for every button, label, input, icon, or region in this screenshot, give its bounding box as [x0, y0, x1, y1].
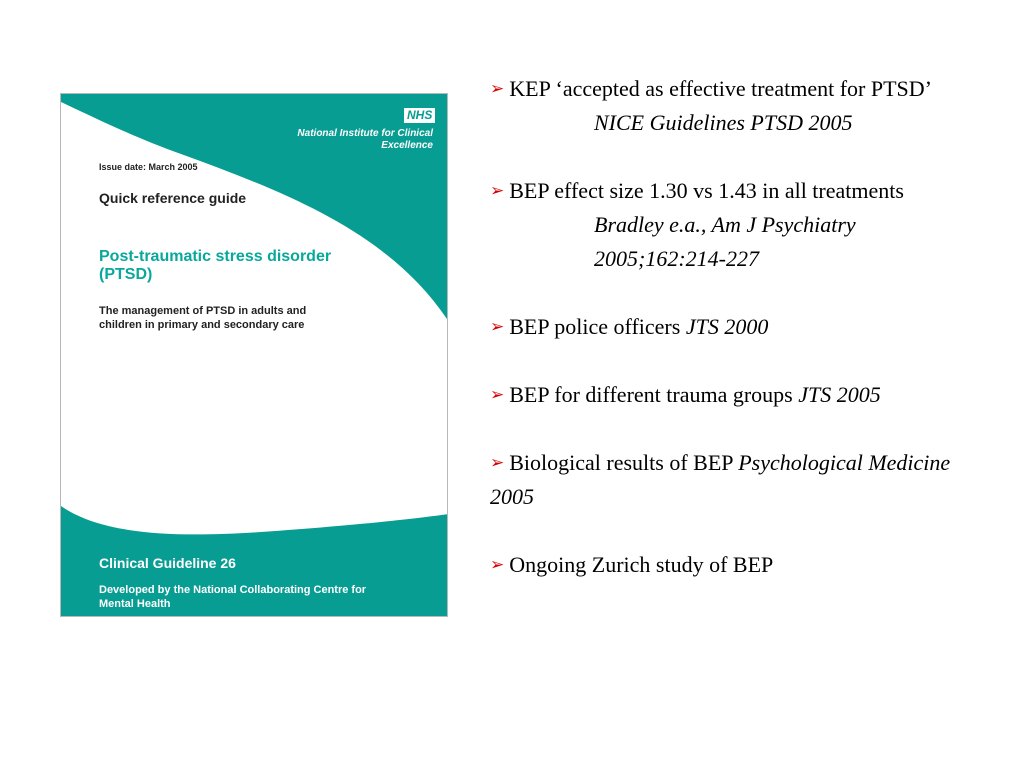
bullet-text: Ongoing Zurich study of BEP: [509, 552, 774, 577]
bullet-arrow-icon: ➢: [490, 385, 505, 405]
guideline-number: Clinical Guideline 26: [99, 555, 236, 571]
issue-date: Issue date: March 2005: [99, 162, 198, 172]
bullet-arrow-icon: ➢: [490, 181, 505, 201]
bullet-citation: NICE Guidelines PTSD 2005: [594, 110, 853, 135]
bullet-list: [490, 72, 990, 616]
nhs-logo: NHS: [404, 108, 435, 123]
guideline-cover: [60, 93, 448, 617]
bullet-arrow-icon: ➢: [490, 317, 505, 337]
document-title: Post-traumatic stress disorder (PTSD): [99, 248, 332, 283]
bullet-item: [490, 310, 990, 344]
bullet-arrow-icon: ➢: [490, 79, 505, 99]
bullet-citation-line2: 2005;162:214-227: [594, 246, 759, 271]
bullet-text: BEP for different trauma groups: [509, 382, 793, 407]
bullet-item: [490, 548, 990, 582]
document-subtitle: The management of PTSD in adults and children in primary and secondary care: [99, 305, 307, 331]
bullet-citation: JTS 2000: [685, 314, 769, 339]
bullet-item: [490, 446, 990, 514]
bullet-item: [490, 72, 990, 140]
bullet-citation: Psychological Medicine 2005: [490, 450, 951, 509]
document-type: Quick reference guide: [99, 190, 247, 206]
cover-background-shapes: [61, 94, 448, 617]
organisation-name: National Institute for Clinical Excellence: [297, 128, 433, 151]
bullet-text: Biological results of BEP: [509, 450, 733, 475]
bullet-citation: Bradley e.a., Am J Psychiatry: [594, 212, 856, 237]
bullet-item: [490, 378, 990, 412]
bullet-item: [490, 174, 990, 276]
bullet-text: BEP effect size 1.30 vs 1.43 in all treatments: [509, 178, 904, 203]
guideline-developer: Developed by the National Collaborating Centre for Mental Health: [99, 584, 367, 610]
bullet-arrow-icon: ➢: [490, 453, 505, 473]
bullet-citation: JTS 2005: [798, 382, 881, 407]
bullet-text: BEP police officers: [509, 314, 681, 339]
bullet-arrow-icon: ➢: [490, 555, 505, 575]
bullet-text: KEP ‘accepted as effective treatment for PTSD’: [509, 76, 932, 101]
